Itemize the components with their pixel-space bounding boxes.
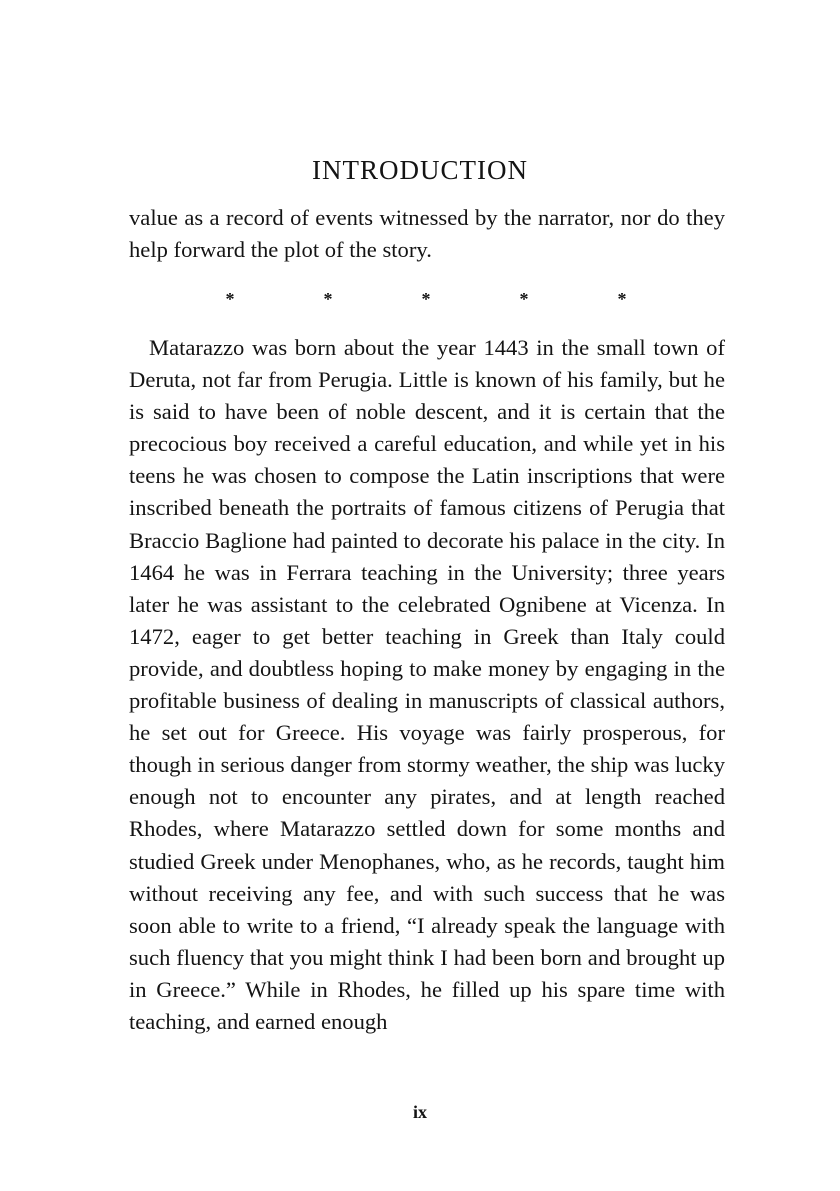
section-break-asterisk: * bbox=[421, 289, 431, 309]
running-head: INTRODUCTION bbox=[312, 155, 528, 185]
continuation-paragraph bbox=[129, 202, 725, 266]
section-break bbox=[0, 284, 840, 314]
page-number: ix bbox=[412, 1102, 427, 1122]
section-break-asterisk: * bbox=[519, 289, 529, 309]
body-paragraph bbox=[129, 332, 725, 1038]
continuation-text: value as a record of events witnessed by the narrator, nor do they help forward the plot of the story. bbox=[129, 205, 725, 263]
section-break-asterisk: * bbox=[617, 289, 627, 309]
section-break-asterisk: * bbox=[225, 289, 235, 309]
paragraph-text: Matarazzo was born about the year 1443 in the small town of Deruta, not far from Perugia. Little is known of his family, but he is said to have been of noble descent, and it is certain that the precocious boy received a careful education, and while yet in his teens he was chosen to compose the Latin inscriptions that were inscribed beneath the portraits of famous citizens of Perugia that Braccio Baglione had painted to decorate his palace in the city. In 1464 he was in Ferrara teaching in the University; three years later he was assistant to the celebrated Ognibene at Vicenza. In 1472, eager to get better teaching in Greek than Italy could provide, and doubtless hoping to make money by engaging in the profitable business of dealing in manuscripts of classical authors, he set out for Greece. His voyage was fairly prosperous, for though in serious danger from stormy weather, the ship was lucky enough not to encounter any pirates, and at length reached Rhodes, where Matarazzo settled down for some months and studied Greek under Menophanes, who, as he records, taught him without receiving any fee, and with such success that he was soon able to write to a friend, “I already speak the language with such fluency that you might think I had been born and brought up in Greece.” While in Rhodes, he filled up his spare time with teaching, and earned enough bbox=[129, 335, 725, 1034]
section-break-asterisk: * bbox=[323, 289, 333, 309]
